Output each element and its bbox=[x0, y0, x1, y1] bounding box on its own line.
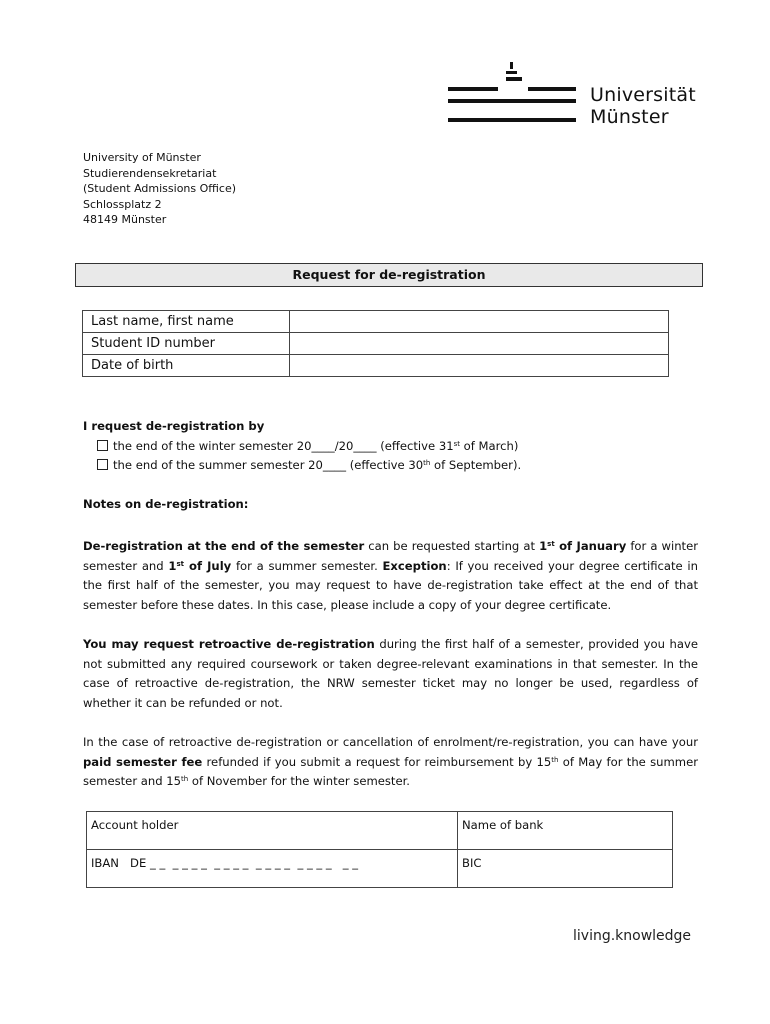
table-row bbox=[83, 355, 669, 377]
bank-details-table bbox=[86, 811, 673, 888]
ordinal-suffix: th bbox=[551, 755, 559, 764]
ordinal-suffix: st bbox=[453, 439, 460, 448]
text: refunded if you submit a request for reimbursement by 15 bbox=[202, 754, 552, 769]
field-label: Date of birth bbox=[83, 355, 290, 377]
form-title: Request for de-registration bbox=[75, 263, 703, 287]
notes-paragraph-end-of-semester bbox=[83, 537, 698, 615]
table-row bbox=[83, 333, 669, 355]
request-section bbox=[83, 417, 698, 476]
table-row bbox=[87, 812, 673, 850]
bank-name-field[interactable]: Name of bank bbox=[458, 812, 673, 850]
address-line: University of Münster bbox=[83, 151, 201, 164]
text: during the first half of a semester, provided you have not submitted any required coursework or taken degree-relevant examinations in that semester. In the case of retroactive de-registration, the NRW semester ticket may no longer be used, regardless of whether it can be refunded or not. bbox=[83, 637, 698, 710]
text: can be requested starting at bbox=[364, 539, 540, 553]
iban-field[interactable]: IBAN DE _ _ _ _ _ _ _ _ _ _ _ _ _ _ _ _ _ _ _ _ bbox=[87, 850, 458, 888]
bold-text: 1st of January bbox=[539, 539, 627, 553]
student-id-input[interactable] bbox=[290, 333, 669, 355]
bold-text: paid semester fee bbox=[83, 754, 203, 769]
option-text: of September). bbox=[430, 458, 522, 473]
address-line: 48149 Münster bbox=[83, 213, 167, 226]
request-heading: I request de-registration by bbox=[83, 419, 265, 433]
university-name-line2: Münster bbox=[590, 106, 669, 128]
table-row bbox=[83, 311, 669, 333]
summer-semester-checkbox[interactable] bbox=[97, 459, 108, 470]
bold-text: 1st of July bbox=[168, 558, 232, 573]
bold-text: You may request retroactive de-registration bbox=[83, 637, 375, 651]
text: of May for the summer semester and 15 bbox=[83, 754, 698, 789]
address-line: Schlossplatz 2 bbox=[83, 197, 162, 211]
address-line: Studierendensekretariat bbox=[83, 166, 217, 180]
winter-semester-checkbox[interactable] bbox=[97, 440, 108, 451]
bic-field[interactable]: BIC bbox=[458, 850, 673, 888]
field-label: Last name, first name bbox=[83, 311, 290, 333]
field-label: Student ID number bbox=[83, 333, 290, 355]
ordinal-suffix: th bbox=[423, 459, 431, 468]
ordinal-suffix: th bbox=[181, 775, 189, 784]
recipient-address bbox=[83, 150, 236, 228]
date-of-birth-input[interactable] bbox=[290, 355, 669, 377]
text: : If you received your degree certificate in the first half of the semester, you may request to have de-registration take effect at the end of that semester before these dates. In this case, please include a copy of your degree certificate. bbox=[83, 558, 698, 612]
text: In the case of retroactive de-registration or cancellation of enrolment/re-registration, you can have your bbox=[83, 735, 698, 749]
option-text: the end of the winter semester 20____/20____ (effective 31 bbox=[113, 438, 454, 453]
personal-data-table bbox=[82, 310, 669, 377]
option-text: the end of the summer semester 20____ (effective 30 bbox=[113, 458, 424, 473]
option-text: of March) bbox=[460, 438, 519, 453]
notes-paragraph-retroactive bbox=[83, 635, 698, 713]
text: of November for the winter semester. bbox=[188, 774, 410, 789]
notes-heading: Notes on de-registration: bbox=[83, 497, 249, 511]
university-name bbox=[590, 84, 696, 128]
university-name-line1: Universität bbox=[590, 84, 696, 106]
bold-text: De-registration at the end of the semester bbox=[83, 539, 365, 553]
text: for a winter semester and bbox=[83, 539, 699, 573]
address-line: (Student Admissions Office) bbox=[83, 182, 237, 195]
summer-semester-option bbox=[83, 456, 698, 476]
notes-paragraph-refund bbox=[83, 733, 698, 792]
winter-semester-option bbox=[83, 437, 698, 457]
account-holder-field[interactable]: Account holder bbox=[87, 812, 458, 850]
text: for a summer semester. bbox=[231, 558, 383, 573]
table-row bbox=[87, 850, 673, 888]
tagline: living.knowledge bbox=[573, 928, 692, 944]
bold-text: Exception bbox=[382, 558, 447, 573]
name-input[interactable] bbox=[290, 311, 669, 333]
